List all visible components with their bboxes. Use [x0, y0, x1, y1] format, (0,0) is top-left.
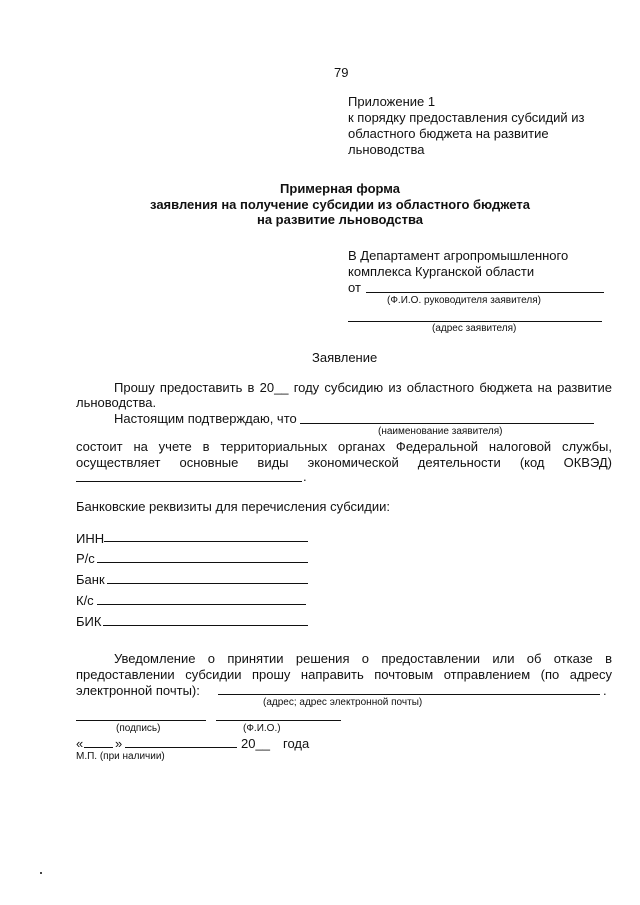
date-month-line — [125, 747, 237, 748]
signature-line — [76, 720, 206, 721]
form-title-line-2: заявления на получение субсидии из областного бюджета — [150, 197, 530, 212]
bank-details-heading: Банковские реквизиты для перечисления субсидии: — [76, 499, 390, 514]
form-title-line-1: Примерная форма — [280, 181, 400, 196]
date-day-line — [84, 747, 113, 748]
applicant-address-caption: (адрес заявителя) — [432, 323, 517, 334]
applicant-name-line — [300, 423, 594, 424]
email-address-caption: (адрес; адрес электронной почты) — [263, 697, 423, 708]
inn-line — [104, 541, 308, 542]
appendix-line-2: к порядку предоставления субсидий из — [348, 110, 585, 125]
account-line — [97, 562, 308, 563]
date-year: 20__ — [241, 736, 270, 751]
email-address-line — [218, 694, 600, 695]
inn-label: ИНН — [76, 531, 105, 546]
confirm-line-3: осуществляет основные виды экономической деятельности (код ОКВЭД) — [76, 455, 612, 470]
appendix-line-4: льноводства — [348, 142, 425, 157]
applicant-address-line — [348, 321, 602, 322]
signature-caption: (подпись) — [116, 723, 161, 734]
scan-speck — [40, 872, 42, 874]
notification-line-3: электронной почты): — [76, 683, 200, 698]
date-year-word: года — [283, 736, 310, 751]
full-name-caption: (Ф.И.О.) — [243, 723, 281, 734]
date-close-quote: » — [115, 736, 123, 751]
request-line-2: льноводства. — [76, 395, 157, 410]
appendix-line-3: областного бюджета на развитие — [348, 126, 549, 141]
applicant-head-caption: (Ф.И.О. руководителя заявителя) — [387, 295, 541, 306]
account-label: Р/с — [76, 551, 95, 566]
request-line-1: Прошу предоставить в 20__ году субсидию из областного бюджета на развитие — [114, 380, 612, 395]
okved-period: . — [303, 469, 307, 484]
bank-label: Банк — [76, 572, 105, 587]
stamp-note: М.П. (при наличии) — [76, 751, 165, 762]
statement-heading: Заявление — [312, 350, 378, 365]
notification-line-2: предоставлении субсидии прошу направить почтовым отправлением (по адресу — [76, 667, 612, 682]
notification-period: . — [603, 683, 607, 698]
applicant-name-caption: (наименование заявителя) — [378, 426, 503, 437]
from-label: от — [348, 280, 361, 295]
confirm-prefix: Настоящим подтверждаю, что — [114, 411, 297, 426]
appendix-line-1: Приложение 1 — [348, 94, 436, 109]
bik-label: БИК — [76, 614, 102, 629]
addressee-line-2: комплекса Курганской области — [348, 264, 535, 279]
full-name-line — [216, 720, 341, 721]
form-title-line-3: на развитие льноводства — [256, 212, 424, 227]
bank-line — [107, 583, 308, 584]
page-number: 79 — [334, 65, 349, 80]
okved-line — [76, 481, 302, 482]
corr-account-label: К/с — [76, 593, 94, 608]
corr-account-line — [97, 604, 306, 605]
bik-line — [103, 625, 308, 626]
addressee-line-1: В Департамент агропромышленного — [348, 248, 569, 263]
date-open-quote: « — [76, 736, 84, 751]
applicant-head-line — [366, 292, 604, 293]
confirm-line-2: состоит на учете в территориальных органах Федеральной налоговой службы, — [76, 439, 612, 454]
notification-line-1: Уведомление о принятии решения о предоставлении или об отказе в — [114, 651, 612, 666]
